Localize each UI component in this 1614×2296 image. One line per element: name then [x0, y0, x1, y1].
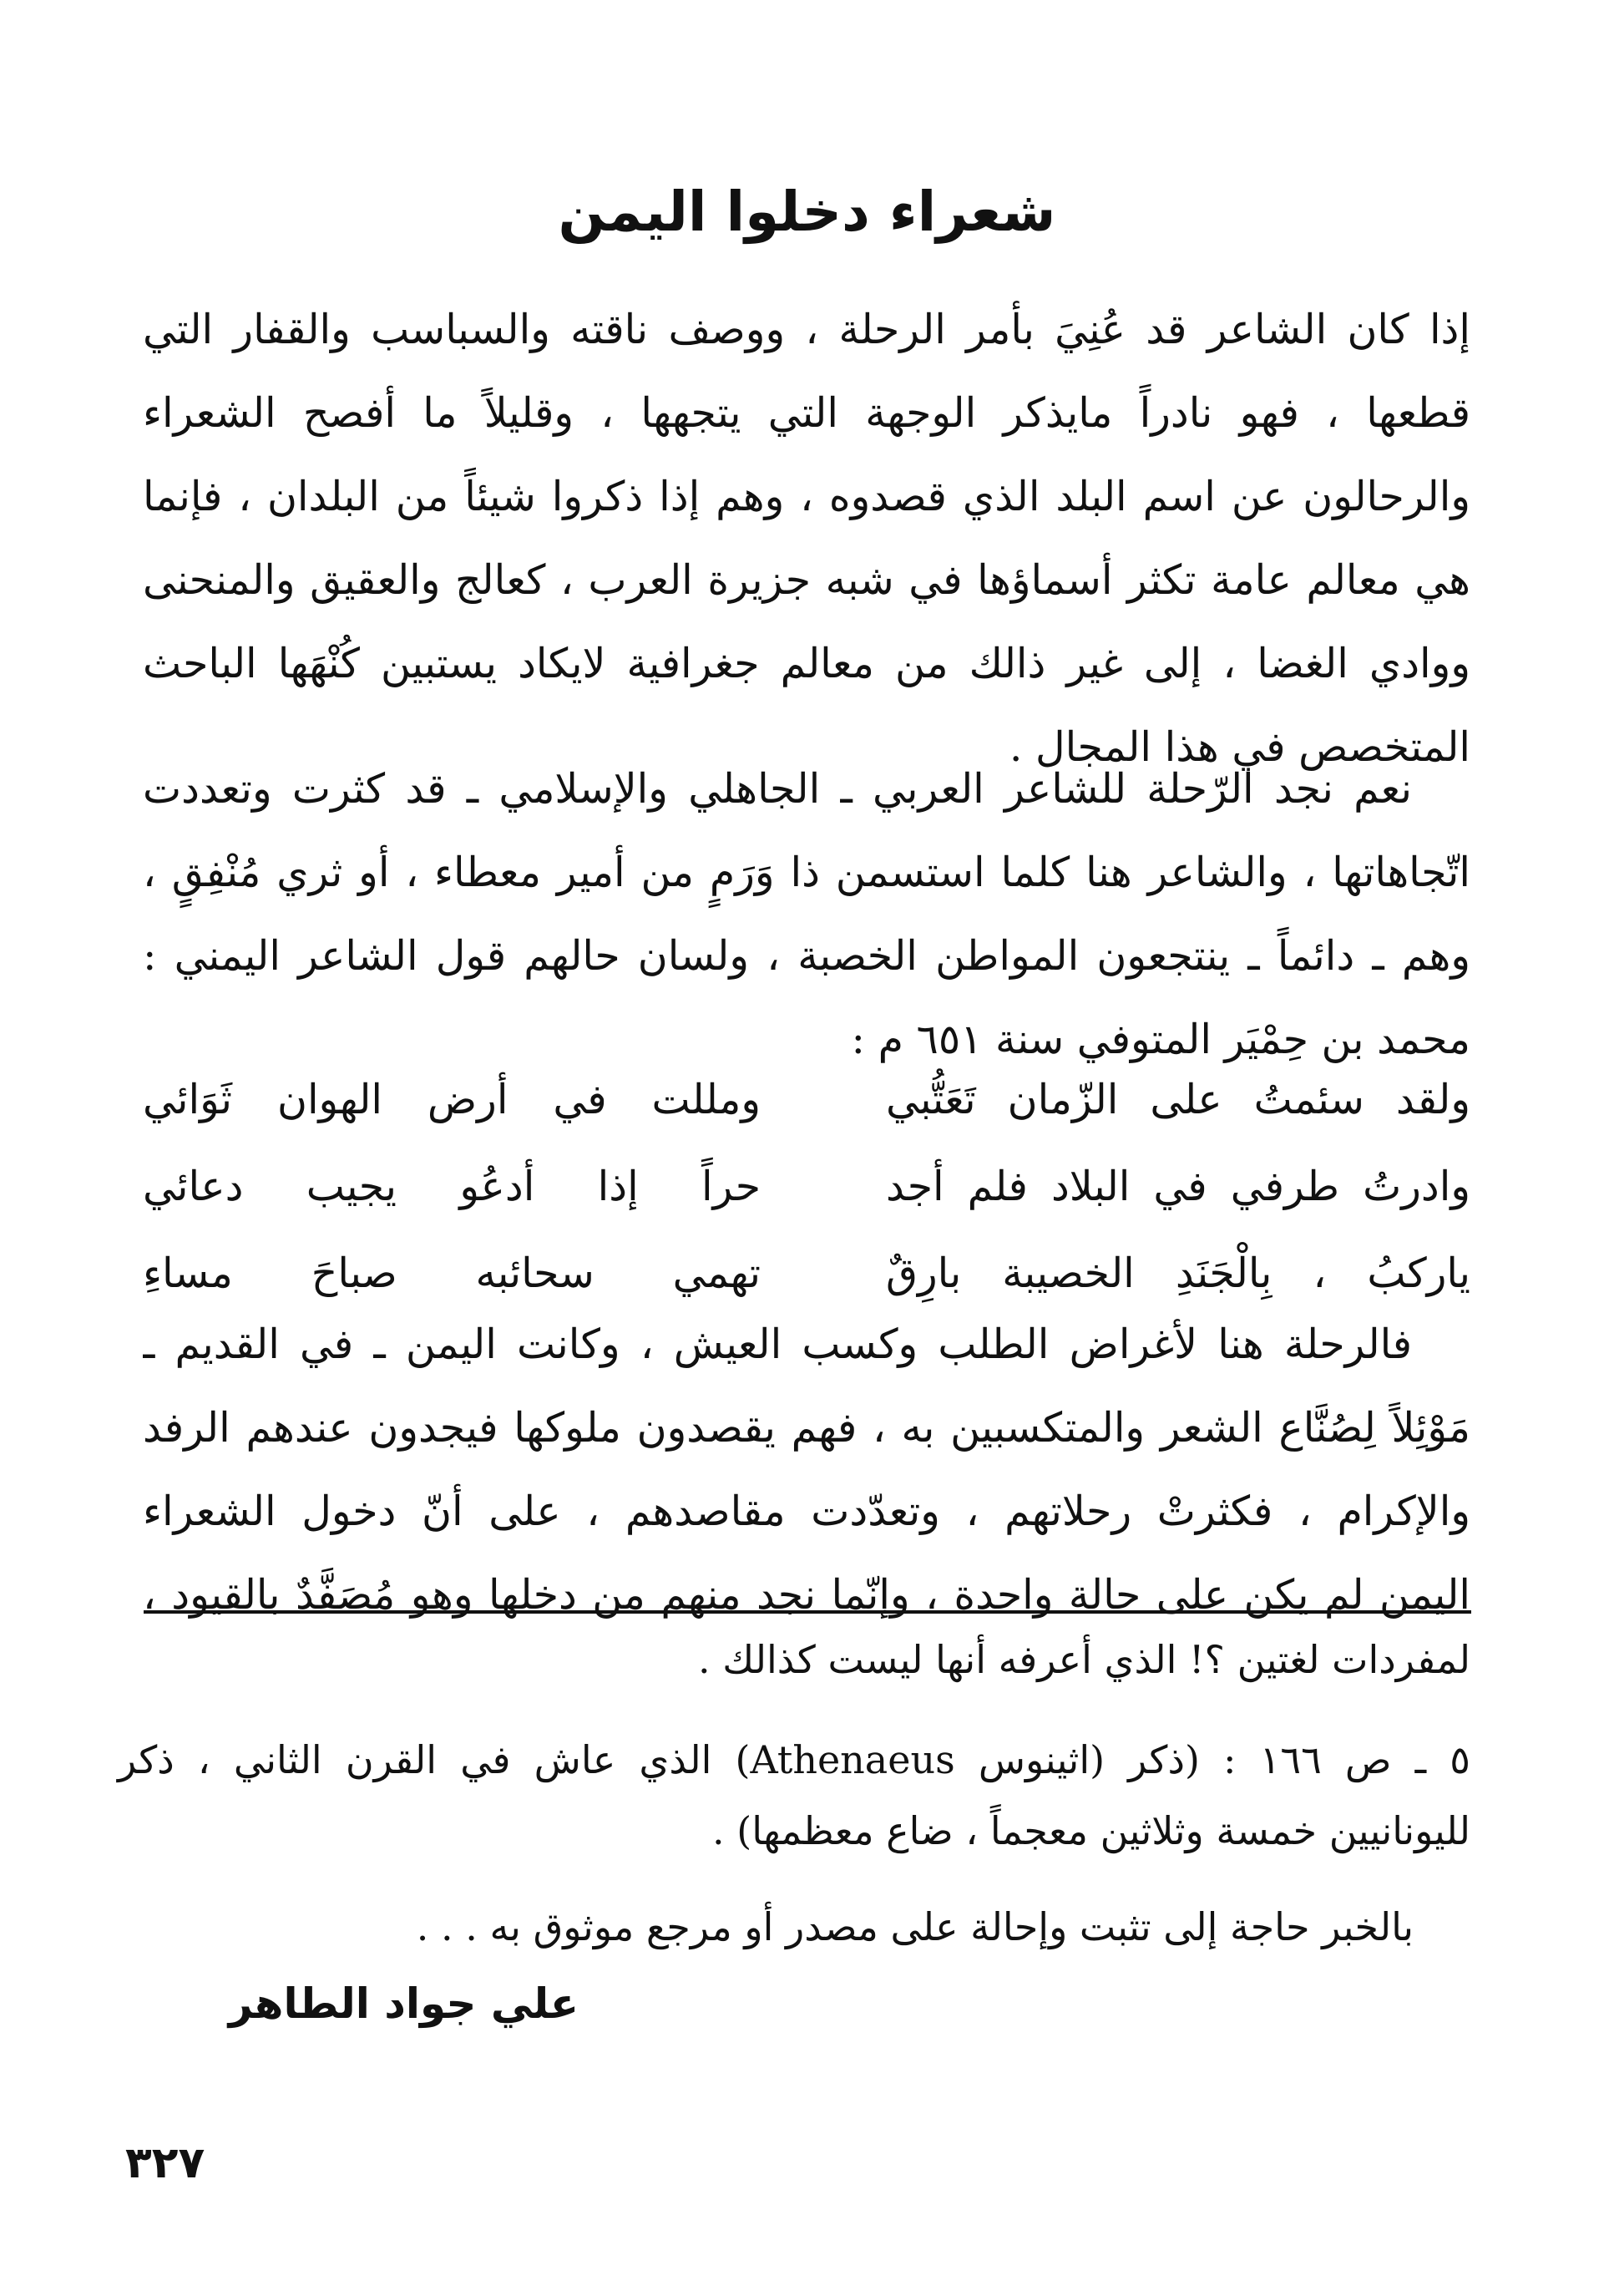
text-line: المتخصص في هذا المجال . — [1009, 723, 1470, 771]
text-line: مَوْئِلاً لِصُنَّاع الشعر والمتكسبين به ، فهم يقصدون ملوكها فيجدون عندهم الرفد — [143, 1404, 1470, 1452]
text-line: فالرحلة هنا لأغراض الطلب وكسب العيش ، وكانت اليمن ـ في القديم ـ — [143, 1320, 1412, 1368]
text-line: هي معالم عامة تكثر أسماؤها في شبه جزيرة العرب ، كعالج والعقيق والمنحنى — [143, 556, 1470, 604]
author-signature: علي جواد الطاهر — [228, 1979, 579, 2028]
verse-first-hemistich: ولقد سئمتُ على الزّمان تَعَتُّبي — [886, 1076, 1470, 1123]
paragraph-2 — [143, 748, 1470, 1082]
text-line: محمد بن حِمْيَر المتوفي سنة ٦٥١ م : — [851, 1016, 1470, 1063]
footnote-closing: بالخبر حاجة إلى تثبت وإحالة على مصدر أو مرجع موثوق به . . . — [416, 1904, 1414, 1949]
text-line: وهم ـ دائماً ـ ينتجعون المواطن الخصبة ، ولسان حالهم قول الشاعر اليمني : — [143, 932, 1470, 980]
page-title: شعراء دخلوا اليمن — [558, 180, 1056, 244]
paragraph-3 — [143, 1303, 1470, 1637]
verse-row — [143, 1143, 1470, 1230]
text-line: اتّجاهاتها ، والشاعر هنا كلما استسمن ذا وَرَمٍ من أمير معطاء ، أو ثري مُنْفِقٍ ، — [143, 849, 1470, 896]
verse-row — [143, 1057, 1470, 1143]
verse-second-hemistich: ومللت في أرض الهوان ثَوَائي — [143, 1076, 761, 1123]
footnote-continuation: لمفردات لغتين ؟! الذي أعرفه أنها ليست كذالك . — [697, 1637, 1470, 1682]
verse-first-hemistich: ياركبُ ، بِالْجَنَدِ الخصيبة بارِقٌ — [886, 1249, 1470, 1297]
footnote-separator — [144, 1610, 1471, 1614]
text-line: ووادي الغضا ، إلى غير ذالك من معالم جغرافية لايكاد يستبين كُنْهَها الباحث — [143, 640, 1470, 687]
text-line: والإكرام ، فكثرتْ رحلاتهم ، وتعدّدت مقاصدهم ، على أنّ دخول الشعراء — [143, 1488, 1470, 1535]
text-line: اليمن لم يكن على حالة واحدة ، وإنّما نجد منهم من دخلها وهو مُصَفَّدٌ بالقيود ، — [143, 1571, 1470, 1619]
footnote-5-line-2: لليونانيين خمسة وثلاثين معجماً ، ضاع معظمها) . — [712, 1808, 1470, 1853]
verse-first-hemistich: وادرتُ طرفي في البلاد فلم أجد — [886, 1163, 1470, 1210]
text-line: والرحالون عن اسم البلد الذي قصدوه ، وهم إذا ذكروا شيئاً من البلدان ، فإنما — [143, 473, 1470, 520]
text-line: قطعها ، فهو نادراً مايذكر الوجهة التي يتجهها ، وقليلاً ما أفصح الشعراء — [143, 389, 1470, 437]
text-line: نعم نجد الرّحلة للشاعر العربي ـ الجاهلي والإسلامي ـ قد كثرت وتعددت — [143, 765, 1412, 813]
verse-second-hemistich: تهمي سحائبه صباحَ مساءِ — [143, 1249, 761, 1297]
text-line: إذا كان الشاعر قد عُنِيَ بأمر الرحلة ، ووصف ناقته والسباسب والقفار التي — [143, 306, 1470, 353]
page-number: ٣٢٧ — [125, 2138, 205, 2188]
poem-verses — [143, 1057, 1470, 1317]
paragraph-1 — [143, 288, 1470, 789]
footnote-5-line-1: ٥ ـ ص ١٦٦ : (ذكر (اثينوس Athenaeus) الذي عاش في القرن الثاني ، ذكر — [118, 1737, 1470, 1782]
verse-second-hemistich: حراً إذا أدعُو يجيب دعائي — [143, 1163, 761, 1210]
